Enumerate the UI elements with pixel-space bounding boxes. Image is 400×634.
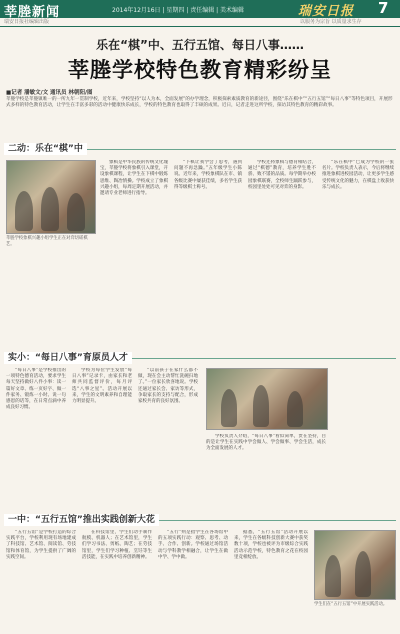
chess-column-2: [174, 160, 242, 256]
five-column-1: [6, 530, 76, 630]
section-header-eight: [4, 352, 396, 364]
section-title-chess: 二动：乐在“棋”中: [4, 143, 87, 155]
article-byline: ■记者 潘敏文/文 通讯员 林朝阳/图: [6, 90, 93, 96]
five-photo-caption: 学生们在“五行五馆”中开展实践活动。: [314, 602, 388, 607]
paragraph: 在科技馆里，学生们动手制作航模、机器人；在艺术馆里，学生们学习书法、剪纸、陶艺；在劳技馆里，学生们学习种植、烹饪等生活技能，在实践中培养创新精神。: [82, 530, 152, 560]
five-column-2: [82, 530, 152, 630]
page-number: 7: [378, 0, 389, 17]
section-title: 莘塍新闻: [4, 5, 61, 20]
eight-column-2: [72, 368, 132, 508]
paragraph: “以前孩子在家什么都不做，现在会主动帮忙洗碗扫地了。”一位家长欣喜地说。学校还通过家长会、家访等形式，争取家长的支持与配合，形成家校共育的良好氛围。: [138, 368, 198, 405]
article-intro: 莘塍学校是莘塍镇唯一的一所九年一贯制学校，近年来，学校坚持“以人为本，全面发展”的办学理念，积极探索素质教育的新途径，围绕“乐在棋中”“五行五馆”“每日八事”等特色项目，开展形式多样的特色教育活动，让学生在丰富多彩的活动中健康快乐成长，学校的特色教育也取得了丰硕的成果。近日，记者走进这所学校，探访其特色教育的精彩故事。: [6, 97, 393, 109]
article-headline: 莘塍学校特色教育精彩纷呈: [68, 57, 332, 82]
five-photo: [314, 530, 396, 600]
eight-photo: [206, 368, 328, 430]
paragraph: “每日八事”是学校推出的一项特色德育活动，要求学生每天坚持做好八件小事：读一篇好文章、练一页好字、做一件家务、锻炼一小时、说一句感恩的话等，在日常点滴中养成良好习惯。: [6, 368, 66, 411]
chess-photo-caption: 莘塍学校象棋兴趣小组学生正在对弈切磋棋艺。: [6, 236, 88, 247]
masthead-subline: [0, 18, 400, 27]
photo-figure: [221, 389, 237, 427]
photo-figure: [41, 187, 59, 231]
chess-column-4: [322, 160, 394, 256]
chess-photo: [6, 160, 96, 234]
paragraph: “乐在棋中”已成为学校的一张名片。学校负责人表示，今后将继续推进象棋进校园活动，让更多学生感受传统文化的魅力，在棋盘上收获快乐与成长。: [322, 160, 394, 190]
paragraph: 学校为每位学生发放“每日八事”记录卡，由家长和老师共同监督评价，每月评选“八事之星”。活动开展以来，学生的文明素养和自理能力明显提升。: [72, 368, 132, 405]
newspaper-logo: 瑞安日报: [298, 4, 355, 19]
paragraph: “五行五馆”是学校打造的综合实践平台，学校利用现有场地建成了科技馆、艺术馆、阅读馆、劳技馆和体育馆，为学生提供了广阔的实践空间。: [6, 530, 76, 560]
photo-figure: [325, 555, 341, 597]
chess-column-3: [248, 160, 316, 256]
paragraph: 象棋是中华民族的传统文化瑰宝，莘塍学校将象棋引入课堂，开设象棋课程，让学生在下棋中锻炼思维、陶冶情操。学校成立了象棋兴趣小组，每周定期开展活动，并邀请专业老师进行指导。: [100, 160, 168, 197]
five-column-4: [234, 530, 308, 630]
masthead: [0, 0, 400, 18]
eight-column-1: [6, 368, 66, 508]
paragraph: “五行”则是指学生在各场馆中的五项实践行动：观察、思考、动手、合作、创新。学校通过场馆活动与学科教学相融合，让学生在做中学、学中做。: [158, 530, 228, 560]
subline-left: 瑞安日报社编辑出版: [4, 19, 50, 25]
eight-column-3: [138, 368, 198, 508]
paragraph: “下棋让我学会了思考，遇到问题不再急躁。”五年级学生小陈说。近年来，学校象棋队在市、镇各级比赛中屡获佳绩，多名学生获得等级棋士称号。: [174, 160, 242, 190]
photo-figure: [67, 193, 85, 231]
five-column-3: [158, 530, 228, 630]
chess-column-1: [100, 160, 168, 256]
issue-meta: 2014年12月16日 | 星期四 | 责任编辑 | 美术编辑: [112, 7, 245, 14]
section-header-five: [4, 514, 396, 526]
article-kicker: 乐在“棋”中、五行五馆、每日八事……: [96, 38, 304, 52]
photo-figure: [355, 551, 371, 597]
section-title-eight: 实小：“每日八事”育原员人才: [4, 352, 132, 364]
paragraph: 据悉，“五行五馆”活动开展以来，学生在各级科技创新大赛中获奖数十项，学校也被评为市级综合实践活动示范学校，特色教育之花在校园里竞相绽放。: [234, 530, 308, 560]
eight-column-4: [206, 434, 326, 508]
section-header-chess: [4, 143, 396, 155]
paragraph: 学校负责人介绍，“每日八事”看似简单，贵在坚持，目的是让学生在实践中学会做人、学会做事、学会生活，成长为全面发展的人才。: [206, 434, 326, 452]
subline-right: 以服务为宗旨 以质量求生存: [300, 19, 362, 25]
photo-figure: [287, 391, 303, 427]
section-title-five: 一中：“五行五馆”推出实践创新大花: [4, 514, 159, 526]
paragraph: 学校还将象棋与德育相结合，通过“棋德”教育，培养学生胜不骄、败不馁的品质。每学期举办校园象棋联赛，全校师生踊跃参与，校园里处处可见对弈的身影。: [248, 160, 316, 190]
photo-figure: [253, 385, 269, 427]
photo-figure: [15, 191, 33, 231]
